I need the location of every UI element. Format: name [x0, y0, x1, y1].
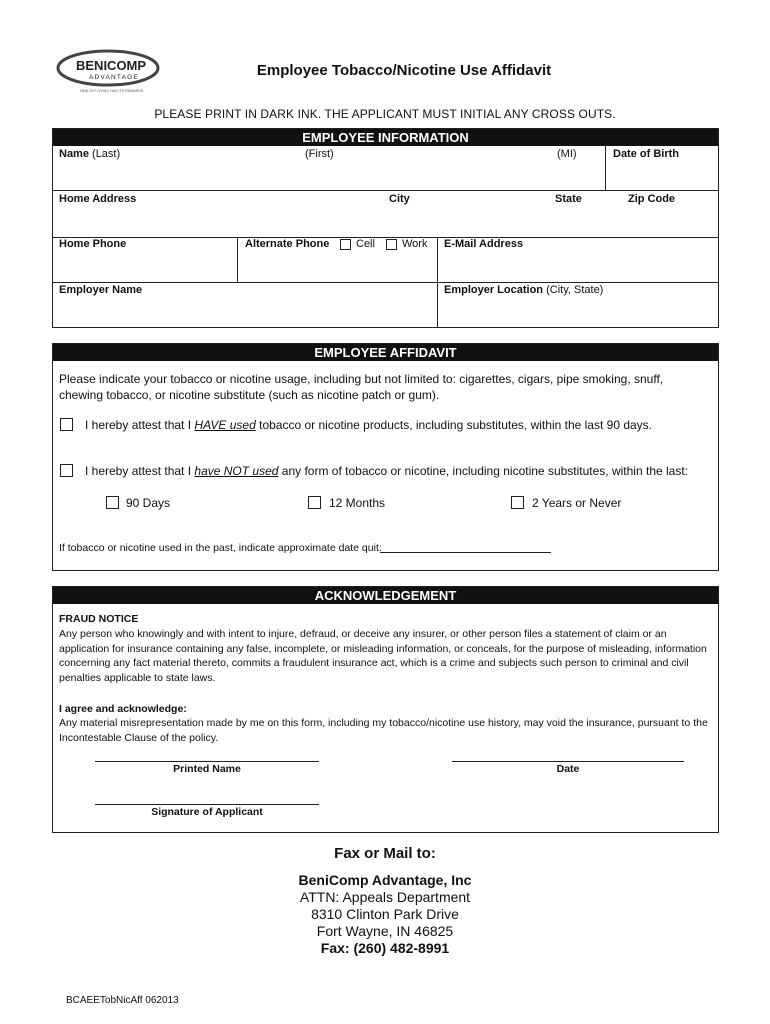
12-months-checkbox[interactable]	[308, 496, 321, 509]
cell-checkbox[interactable]	[340, 239, 351, 250]
form-code: BCAEETobNicAff 062013	[66, 995, 179, 1006]
cell-label: Cell	[356, 238, 375, 250]
page-title: Employee Tobacco/Nicotine Use Affidavit	[256, 62, 552, 79]
12-months-label: 12 Months	[329, 496, 386, 510]
agree-heading: I agree and acknowledge:	[59, 703, 187, 715]
first-name-label: (First)	[305, 148, 334, 160]
acknowledgement-heading: ACKNOWLEDGEMENT	[53, 587, 718, 604]
printed-name-label: Printed Name	[173, 763, 241, 775]
employer-name-label: Employer Name	[59, 284, 143, 296]
city-label: City	[389, 193, 410, 205]
middle-initial-label: (MI)	[557, 148, 577, 160]
90-days-label: 90 Days	[126, 496, 171, 510]
state-label: State	[555, 193, 582, 205]
zip-code-label: Zip Code	[628, 193, 676, 205]
have-used-statement: I hereby attest that I HAVE used tobacco or nicotine products, including substitutes, within the last 90 days.	[85, 418, 653, 432]
employer-location-label: Employer Location (City, State)	[444, 284, 604, 296]
date-label: Date	[556, 763, 580, 775]
fax-number: Fax: (260) 482-8991	[320, 940, 450, 956]
fax-mail-heading: Fax or Mail to:	[334, 845, 436, 862]
agree-text: Any material misrepresentation made by me on this form, including my tobacco/nicotine use history, may void the insurance, pursuant to the Incontestable Clause of the policy.	[59, 717, 708, 744]
email-label: E-Mail Address	[444, 238, 524, 250]
home-address-label: Home Address	[59, 193, 137, 205]
signature-label: Signature of Applicant	[151, 806, 263, 818]
90-days-checkbox[interactable]	[106, 496, 119, 509]
have-used-checkbox[interactable]	[60, 418, 73, 431]
name-last-label: Name (Last)	[59, 148, 121, 160]
date-of-birth-label: Date of Birth	[613, 148, 679, 160]
affidavit-intro: Please indicate your tobacco or nicotine usage, including but not limited to: cigarettes, cigars, pipe smoking, snuff, chewing tobacco, or nicotine substitute (such as nicotine patch or gum).	[59, 372, 664, 402]
svg-text:ADVANTAGE: ADVANTAGE	[89, 74, 139, 81]
attn-line: ATTN: Appeals Department	[299, 889, 471, 905]
work-checkbox[interactable]	[386, 239, 397, 250]
print-instructions: PLEASE PRINT IN DARK INK. THE APPLICANT MUST INITIAL ANY CROSS OUTS.	[154, 107, 616, 121]
2-years-or-never-label: 2 Years or Never	[532, 496, 622, 510]
employee-information-heading: EMPLOYEE INFORMATION	[53, 129, 718, 146]
have-not-used-statement: I hereby attest that I have NOT used any form of tobacco or nicotine, including nicotine substitutes, within the last:	[85, 464, 689, 478]
fraud-notice-text: Any person who knowingly and with intent to injure, defraud, or deceive any insurer, or other person files a statement of claim or an application for insurance containing any false, incomplete, or misleading information, or conceals, for the purpose of misleading, information concerning any fact material thereto, commits a fraudulent insurance act, which is a crime and subjects such person to criminal and civil penalties applicable to state laws.	[59, 628, 707, 684]
employee-affidavit-heading: EMPLOYEE AFFIDAVIT	[53, 344, 718, 361]
work-label: Work	[402, 238, 428, 250]
2-years-or-never-checkbox[interactable]	[511, 496, 524, 509]
date-quit-line[interactable]	[380, 552, 551, 553]
company-name: BeniComp Advantage, Inc	[298, 872, 472, 888]
fraud-notice-heading: FRAUD NOTICE	[59, 613, 139, 625]
home-phone-label: Home Phone	[59, 238, 127, 250]
alternate-phone-label: Alternate Phone	[245, 238, 330, 250]
date-quit-label: If tobacco or nicotine used in the past, indicate approximate date quit:	[59, 542, 382, 554]
svg-text:BENICOMP: BENICOMP	[76, 58, 147, 73]
have-not-used-checkbox[interactable]	[60, 464, 73, 477]
svg-text:HEALTHY LIVING HAS ITS REWARDS: HEALTHY LIVING HAS ITS REWARDS	[80, 89, 144, 93]
city-state-zip: Fort Wayne, IN 46825	[316, 923, 454, 939]
street-address: 8310 Clinton Park Drive	[311, 906, 459, 922]
